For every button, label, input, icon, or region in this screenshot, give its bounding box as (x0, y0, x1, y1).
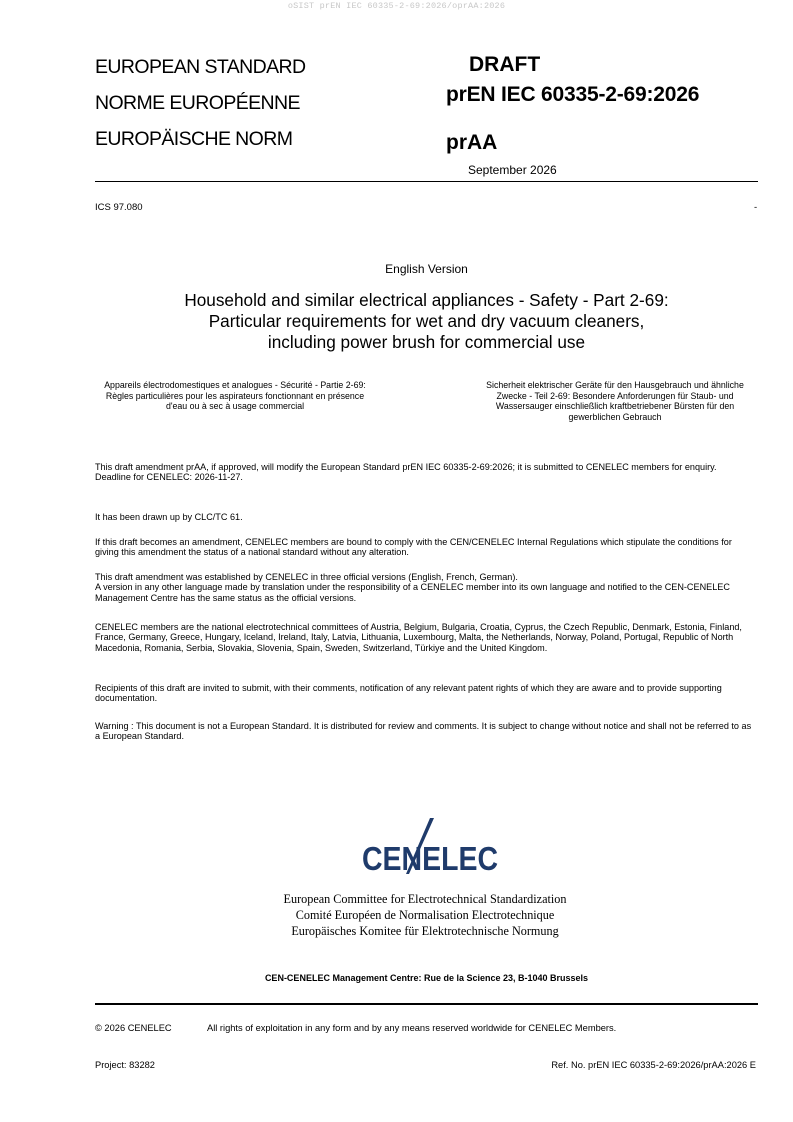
version-label: English Version (385, 262, 468, 276)
rights-statement: All rights of exploitation in any form and by any means reserved worldwide for CENELEC Members. (207, 1023, 617, 1033)
management-centre-address: CEN-CENELEC Management Centre: Rue de la Science 23, B-1040 Brussels (264, 973, 589, 983)
drawn-up-paragraph: It has been drawn up by CLC/TC 61. (95, 512, 243, 522)
versions-text: This draft amendment was established by CENELEC in three official versions (English, French, German). (95, 572, 518, 582)
amendment-label: prAA (446, 131, 498, 154)
regulations-paragraph: If this draft becomes an amendment, CENELEC members are bound to comply with the CEN/CENELEC Internal Regulations which stipulate the conditions for giving this amendment the status of a national standard without any alteration. (95, 537, 732, 558)
title-line: Particular requirements for wet and dry vacuum cleaners, (208, 311, 645, 331)
standard-name-english: EUROPEAN STANDARD (95, 56, 306, 78)
versions-paragraph (95, 572, 755, 603)
members-paragraph: CENELEC members are the national electrotechnical committees of Austria, Belgium, Bulgaria, Croatia, Cyprus, the Czech Republic, Denmark, Estonia, Finland, France, Germany, Greece, Hungary, Iceland, Ireland, Italy, Latvia, Lithuania, Luxembourg, Malta, the Netherlands, Norway, Poland, Portugal, Republic of North Macedonia, Romania, Serbia, Slovakia, Slovenia, Spain, Sweden, Switzerland, Türkiye and the United Kingdom. (95, 622, 742, 653)
german-title: Sicherheit elektrischer Geräte für den Hausgebrauch und ähnliche Zwecke - Teil 2-69: Besondere Anforderungen für Staub- und Wassersauger einschließlich kraftbetriebener Bürsten für den gewerblichen Gebrauch (486, 380, 744, 422)
header-divider (95, 181, 758, 182)
supersedes-marker: - (754, 202, 758, 213)
document-watermark: oSIST prEN IEC 60335-2-69:2026/oprAA:2026 (287, 1, 506, 11)
translation-note-text: A version in any other language made by translation under the responsibility of a CENELEC member into its own language and notified to the CEN-CENELEC Management Centre has the same status as the official versions. (95, 582, 730, 603)
standard-name-german: EUROPÄISCHE NORM (95, 128, 293, 150)
ics-code: ICS 97.080 (95, 202, 143, 213)
deadline-text: Deadline for CENELEC: 2026-11-27. (95, 472, 243, 483)
document-id: prEN IEC 60335-2-69:2026 (446, 83, 700, 106)
committee-names (240, 891, 610, 939)
document-title (95, 290, 758, 353)
cenelec-logo (340, 818, 520, 874)
committee-name-english: European Committee for Electrotechnical Standardization (283, 892, 567, 906)
amendment-info-paragraph (95, 462, 755, 483)
reference-number: Ref. No. prEN IEC 60335-2-69:2026/prAA:2026 E (551, 1060, 756, 1070)
cenelec-logo-text: CENELEC (362, 840, 498, 874)
copyright-notice: © 2026 CENELEC (95, 1023, 172, 1033)
committee-name-french: Comité Européen de Normalisation Electrotechnique (295, 908, 555, 922)
title-line: Household and similar electrical appliances - Safety - Part 2-69: (184, 290, 669, 310)
publication-date: September 2026 (468, 163, 557, 177)
amendment-info-text: This draft amendment prAA, if approved, will modify the European Standard prEN IEC 60335-2-69:2026; it is submitted to CENELEC members for enquiry. (95, 462, 717, 472)
standard-name-french: NORME EUROPÉENNE (95, 92, 300, 114)
committee-name-german: Europäisches Komitee für Elektrotechnische Normung (291, 924, 559, 938)
project-number: Project: 83282 (95, 1060, 155, 1070)
warning-paragraph: Warning : This document is not a European Standard. It is distributed for review and comments. It is subject to change without notice and shall not be referred to as a European Standard. (95, 721, 752, 742)
title-line: including power brush for commercial use (267, 332, 586, 352)
french-title: Appareils électrodomestiques et analogues - Sécurité - Partie 2-69: Règles particulières pour les aspirateurs fonctionnant en présence d'eau ou à sec à usage commercial (104, 380, 366, 412)
patents-paragraph: Recipients of this draft are invited to submit, with their comments, notification of any relevant patent rights of which they are aware and to provide supporting documentation. (95, 683, 722, 704)
draft-label: DRAFT (469, 53, 541, 76)
footer-divider (95, 1003, 758, 1005)
